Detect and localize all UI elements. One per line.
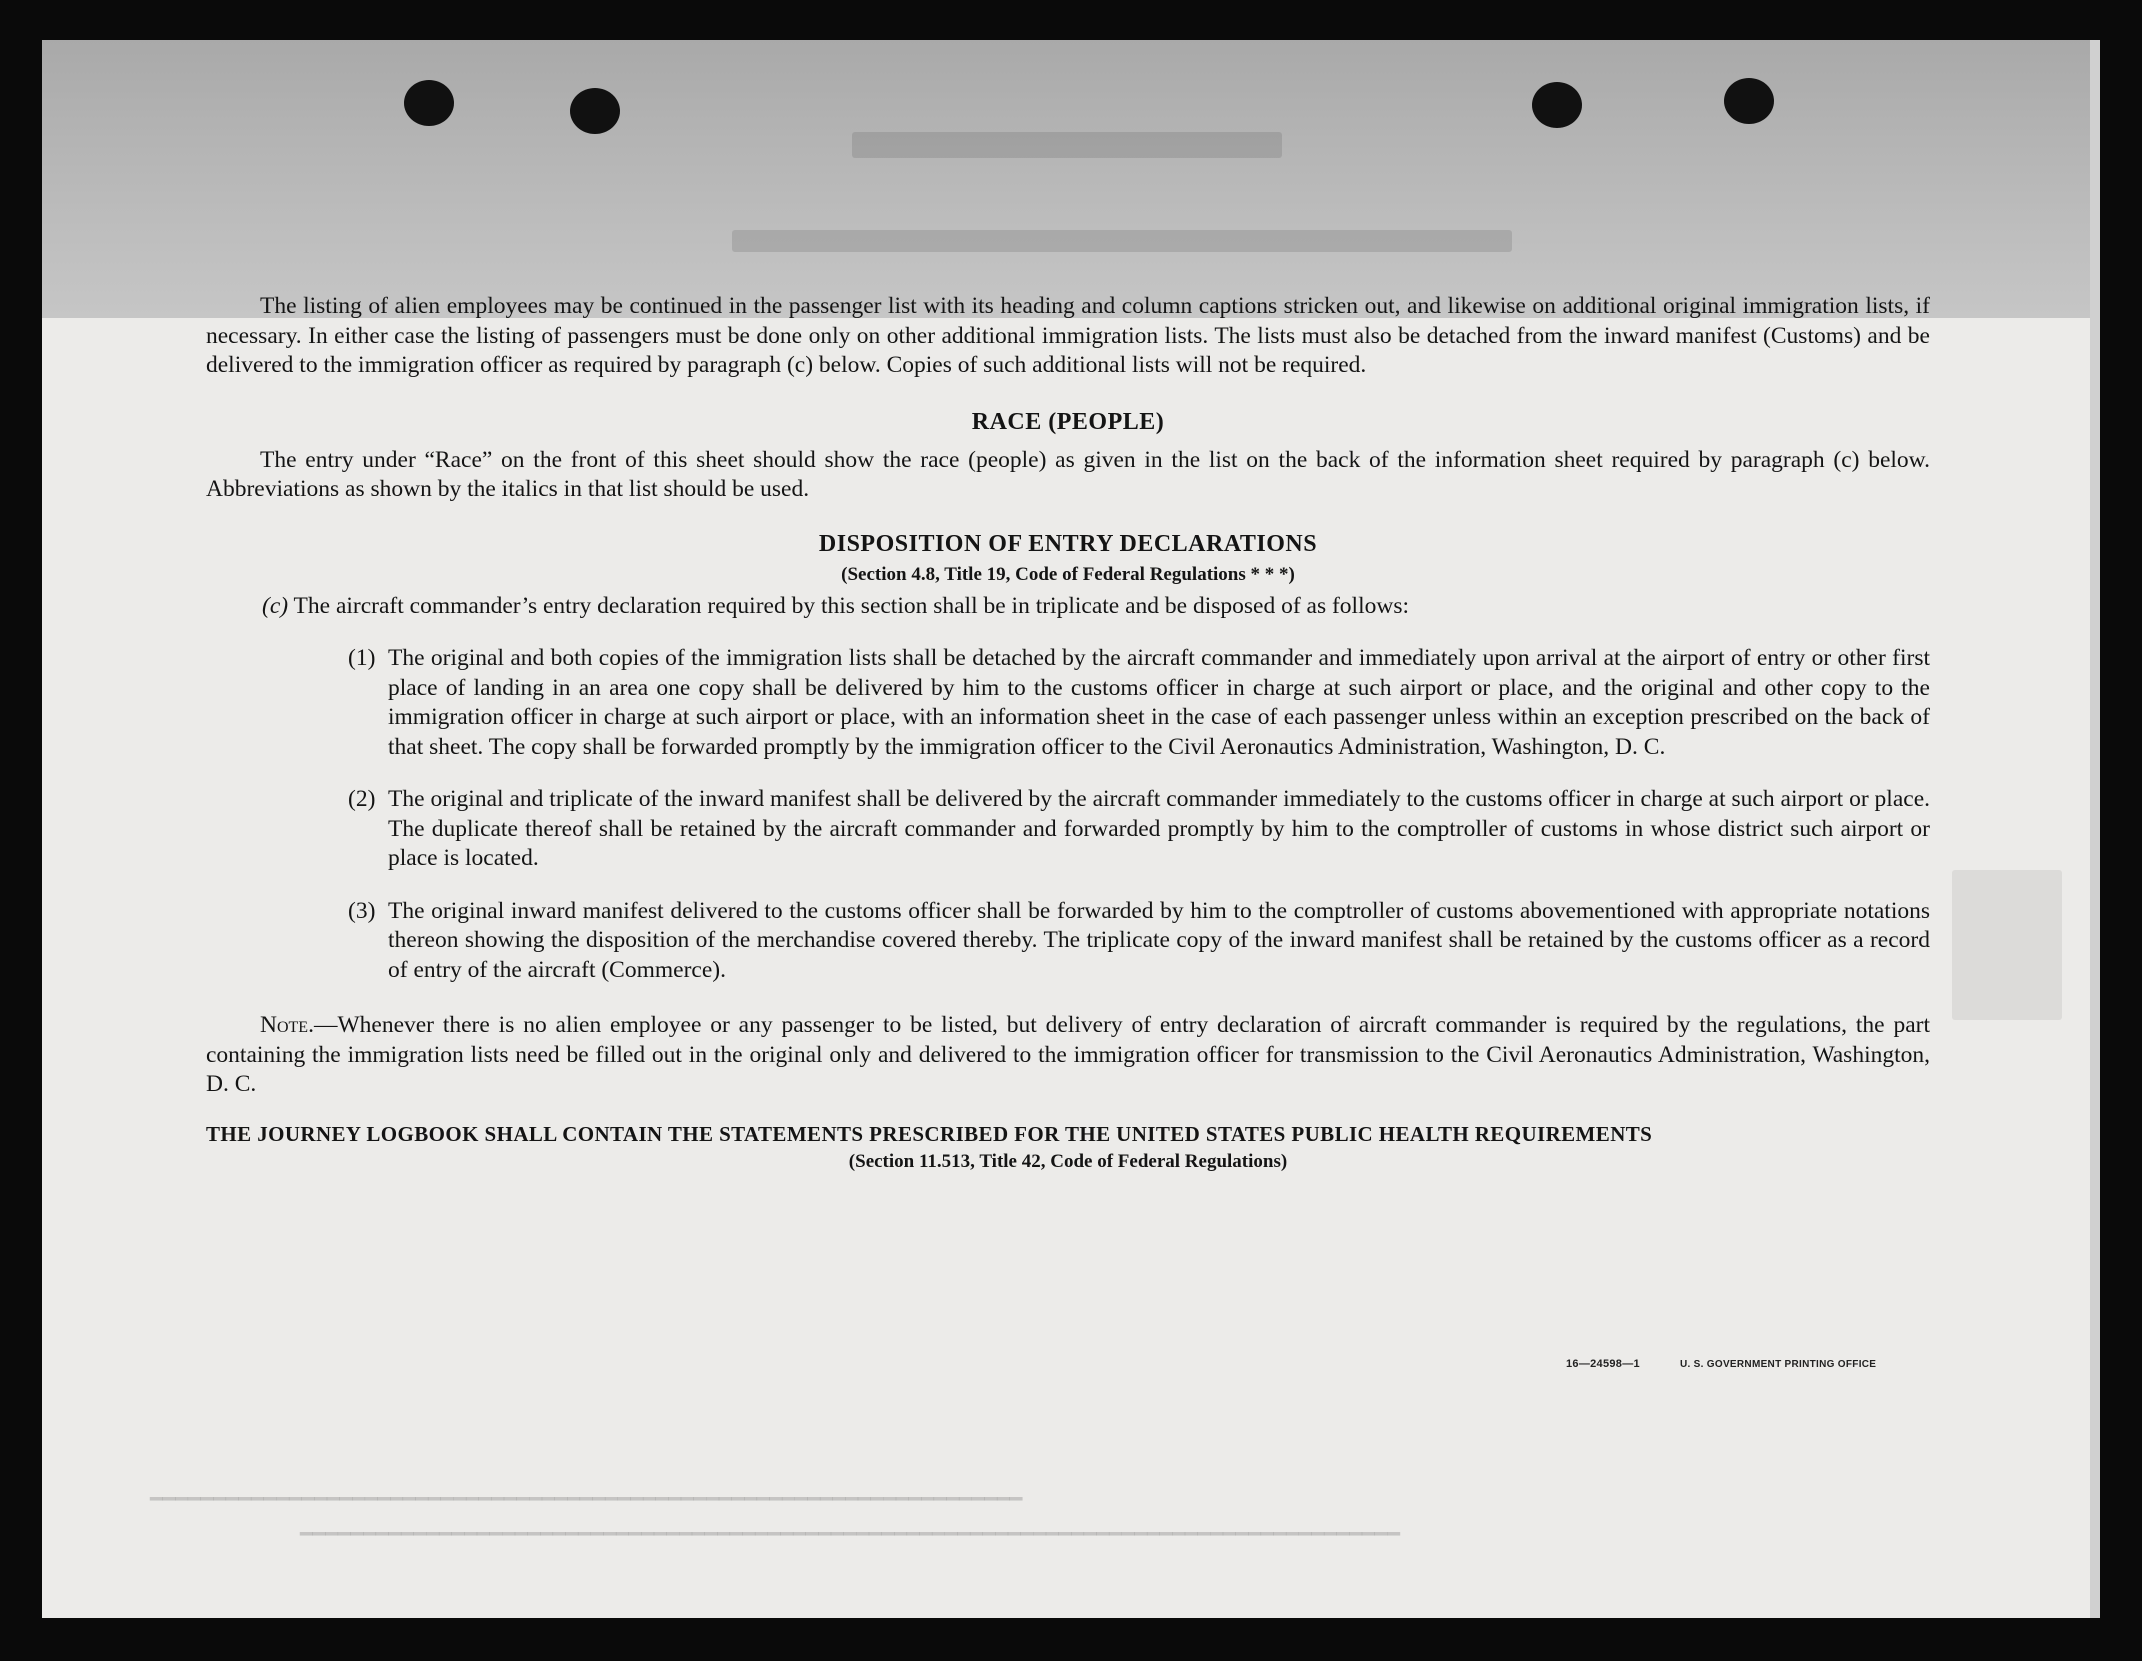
list-item: [206, 785, 1930, 874]
item-number: (2): [348, 786, 376, 812]
list-item: [206, 644, 1930, 762]
printer-imprint: U. S. GOVERNMENT PRINTING OFFICE: [1680, 1359, 1877, 1370]
mirrored-bleed-through: ━━━━━━━━━━━━━━━━━━━━━━━━━━━━━━━━━━━━━━━━━━━━━━━━━━━━━━━━━━━━━━━━━━━━━━━━━━━━━━━━━━━━━━━: [300, 1522, 1400, 1546]
form-number: 16—24598—1: [1566, 1358, 1640, 1370]
punch-hole: [1724, 78, 1774, 124]
note-text: —Whenever there is no alien employee or any passenger to be listed, but delivery of entry declaration of aircraft commander is required by the regulations, the part containing the immigration lists need be filled out in the original only and delivered to the immigration officer for transmission to the Civil Aeronautics Administration, Washington, D. C.: [206, 1012, 1930, 1097]
list-item: [206, 897, 1930, 986]
gray-header-band: [42, 40, 2100, 318]
mirrored-bleed-through: ━━━━━━━━━━━━━━━━━━━━━━━━━━━━━━━━━━━━━━━━━━━━━━━━━━━━━━━━━━━━━━━━━━━━━: [150, 1487, 1023, 1511]
item-text: The original and both copies of the immigration lists shall be detached by the aircraft commander and immediately upon arrival at the airport of entry or other first place of landing in an area one copy shall be delivered by him to the customs officer in charge at such airport or place, and the original and other copy to the immigration officer in charge at such airport or place, with an information sheet in the case of each passenger unless within an exception prescribed on the back of that sheet. The copy shall be forwarded promptly by the immigration officer to the Civil Aeronautics Administration, Washington, D. C.: [388, 645, 1930, 760]
page-edge: [2090, 40, 2100, 1618]
logbook-section-ref: (Section 11.513, Title 42, Code of Federal Regulations): [848, 1151, 1288, 1172]
item-text: The original and triplicate of the inward manifest shall be delivered by the aircraft commander immediately to the customs officer in charge at such airport or place. The duplicate thereof shall be retained by the aircraft commander and forwarded promptly by him to the comptroller of customs in whose district such airport or place is located.: [388, 786, 1930, 871]
item-text: The original inward manifest delivered to the customs officer shall be forwarded by him to the comptroller of customs abovementioned with appropriate notations thereon showing the disposition of the merchandise covered thereby. The triplicate copy of the inward manifest shall be retained by the customs officer as a record of entry of the aircraft (Commerce).: [388, 897, 1930, 983]
paragraph-c: [206, 592, 1930, 622]
heading-race: RACE (PEOPLE): [971, 408, 1165, 435]
c-text: The aircraft commander’s entry declaration required by this section shall be in triplicate and be disposed of as follows:: [293, 592, 1410, 619]
paragraph-note: [206, 1011, 1930, 1100]
heading-disposition: DISPOSITION OF ENTRY DECLARATIONS: [818, 530, 1318, 557]
punch-hole: [570, 88, 620, 134]
item-number: (1): [348, 645, 376, 671]
bleed-through: [852, 132, 1282, 158]
subheading-section-4-8: (Section 4.8, Title 19, Code of Federal Regulations * * *): [841, 563, 1295, 585]
paragraph-race: The entry under “Race” on the front of this sheet should show the race (people) as given in the list on the back of the information sheet required by paragraph (c) below. Abbreviations as shown by the italics in that list should be used.: [206, 446, 1930, 502]
punch-hole: [1532, 82, 1582, 128]
note-label: Note.: [260, 1012, 314, 1038]
document-body: [206, 292, 1930, 1173]
bleed-through: [732, 230, 1512, 252]
c-marker: (c): [262, 592, 289, 619]
bleed-through: [1952, 870, 2062, 1020]
logbook-statement: THE JOURNEY LOGBOOK SHALL CONTAIN THE STATEMENTS PRESCRIBED FOR THE UNITED STATES PUBLIC HEALTH REQUIREMENTS: [206, 1121, 1653, 1146]
paragraph-alien-employees: The listing of alien employees may be continued in the passenger list with its heading and column captions stricken out, and likewise on additional original immigration lists, if necessary. In either case the listing of passengers must be done only on other additional immigration lists. The lists must also be detached from the inward manifest (Customs) and be delivered to the immigration officer as required by paragraph (c) below. Copies of such additional lists will not be required.: [206, 293, 1930, 378]
item-number: (3): [348, 897, 376, 924]
punch-hole: [404, 80, 454, 126]
